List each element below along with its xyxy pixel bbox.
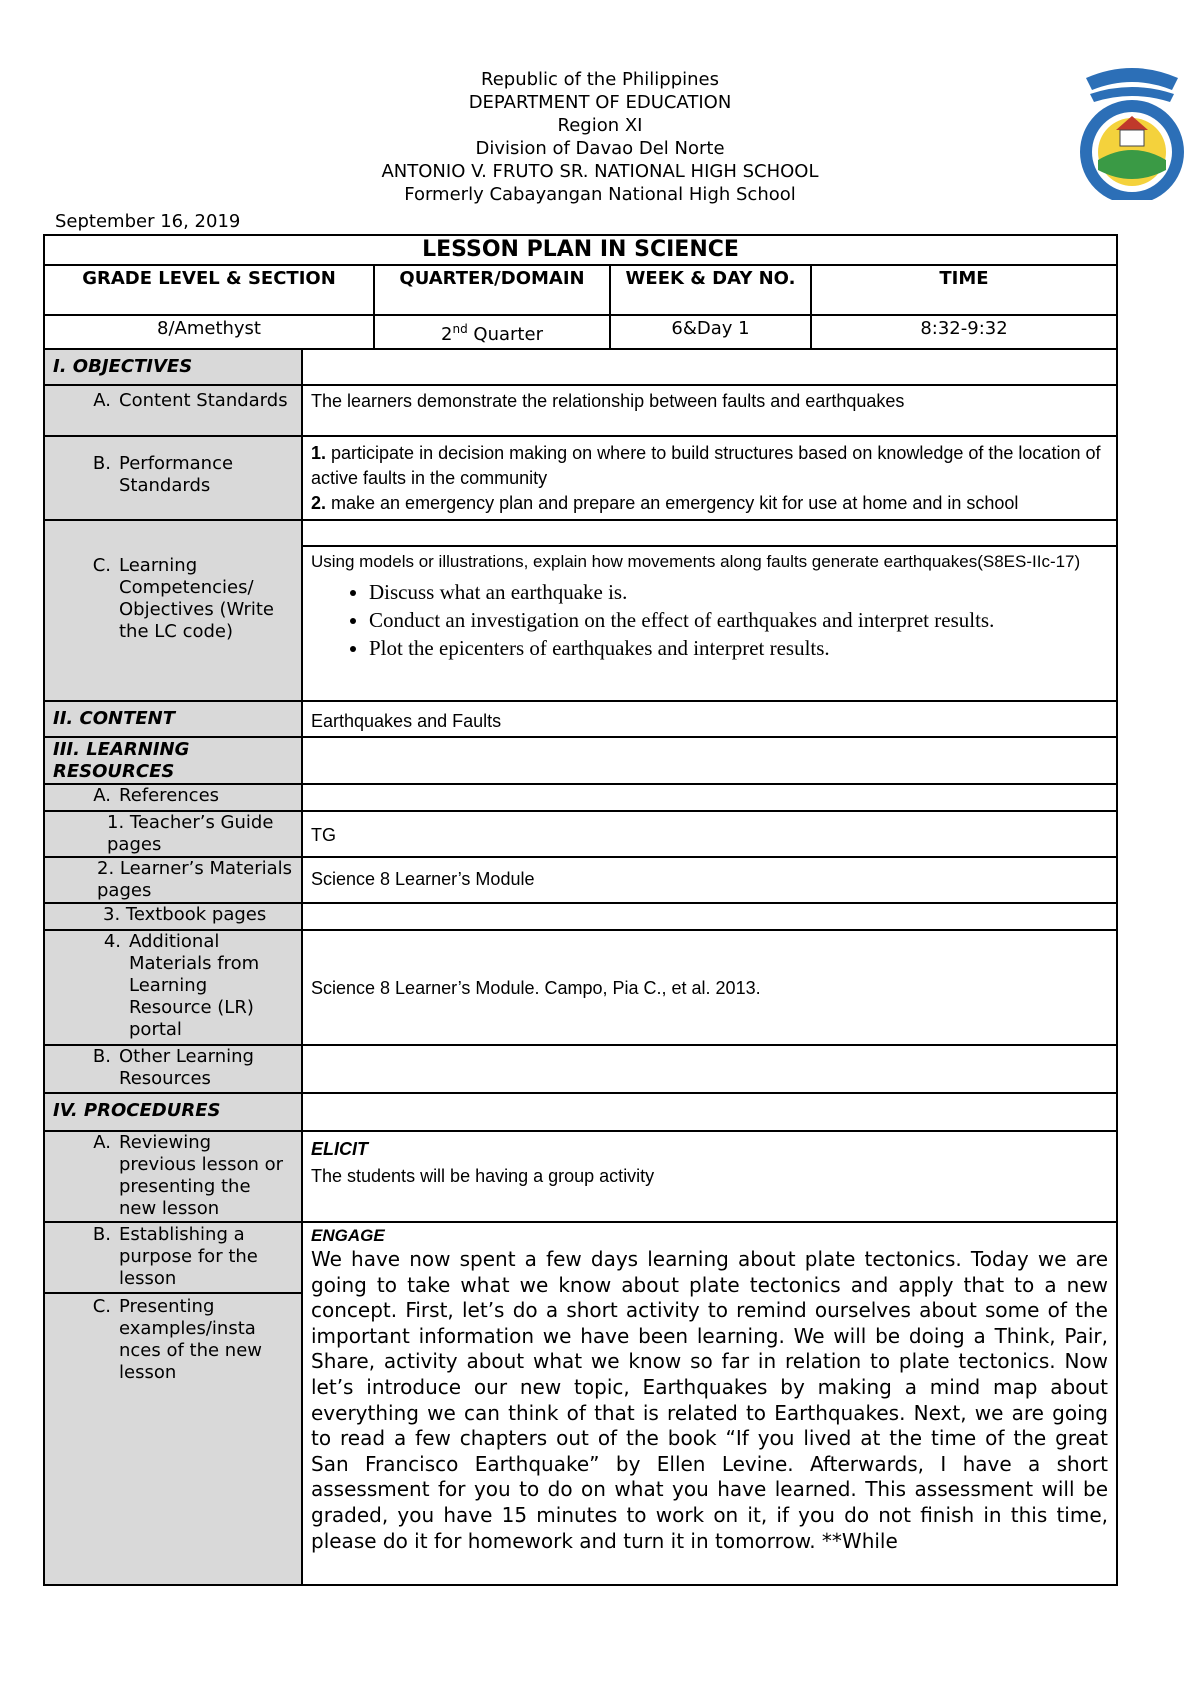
performance-standards-text: 1. participate in decision making on where to build structures based on knowledge of the location of active faults in the community 2. make an emergency plan and prepare an emergency kit for use at home and in school bbox=[302, 436, 1117, 520]
resources-empty bbox=[302, 737, 1117, 784]
grade-value: 8/Amethyst bbox=[44, 315, 374, 349]
establishing-purpose-label: B. Establishing a purpose for the lesson bbox=[92, 1224, 258, 1289]
section-procedures: IV. PROCEDURES bbox=[44, 1093, 302, 1131]
lesson-info-table bbox=[43, 234, 1118, 350]
teachers-guide-label: 1. Teacher’s Guide pages bbox=[44, 811, 302, 857]
learning-competencies-cell bbox=[302, 520, 1117, 701]
time-value: 8:32-9:32 bbox=[811, 315, 1117, 349]
header-line-division: Division of Davao Del Norte bbox=[475, 138, 725, 159]
header-line-formerly: Formerly Cabayangan National High School bbox=[404, 184, 796, 205]
school-header bbox=[0, 68, 1200, 206]
purpose-and-examples-label bbox=[44, 1222, 302, 1585]
other-resources-label: B. Other Learning Resources bbox=[44, 1045, 302, 1093]
header-line-region: Region XI bbox=[557, 115, 643, 136]
school-seal-icon bbox=[1076, 60, 1188, 200]
header-grade: GRADE LEVEL & SECTION bbox=[44, 265, 374, 315]
list-item: • Plot the epicenters of earthquakes and interpret results. bbox=[369, 634, 1116, 662]
section-learning-resources: III. LEARNING RESOURCES bbox=[44, 737, 302, 784]
week-value: 6&Day 1 bbox=[610, 315, 811, 349]
objectives-list bbox=[303, 578, 1116, 662]
quarter-value: 2nd Quarter bbox=[374, 315, 610, 349]
header-quarter: QUARTER/DOMAIN bbox=[374, 265, 610, 315]
list-item: • Conduct an investigation on the effect of earthquakes and interpret results. bbox=[369, 606, 1116, 634]
header-line-deped: DEPARTMENT OF EDUCATION bbox=[468, 92, 732, 113]
lesson-date: September 16, 2019 bbox=[55, 211, 241, 232]
reviewing-lesson-label: A. Reviewing previous lesson or presenting the new lesson bbox=[44, 1131, 302, 1222]
content-standards-label: A. Content Standards bbox=[44, 385, 302, 436]
header-week: WEEK & DAY NO. bbox=[610, 265, 811, 315]
section-content: II. CONTENT bbox=[44, 701, 302, 737]
header-time: TIME bbox=[811, 265, 1117, 315]
performance-standards-label: B. Performance Standards bbox=[44, 436, 302, 520]
section-objectives: I. OBJECTIVES bbox=[44, 349, 302, 385]
additional-materials-value: Science 8 Learner’s Module. Campo, Pia C., et al. 2013. bbox=[302, 930, 1117, 1045]
engage-text: We have now spent a few days learning about plate tectonics. Today we are going to take what we know about plate tectonics and apply that to a new concept. First, let’s do a short activity to remind ourselves about some of the important information we have been learning. We will be doing a Think, Pair, Share, activity about what we know so far in relation to plate tectonics. Now let’s introduce our new topic, Earthquakes by making a mind map about everything we can think of that is related to Earthquakes. Next, we are going to read a few chapters out of the book “If you lived at the time of the great San Francisco Earthquake” by Ellen Levine. Afterwards, I have a short assessment for you to do on what you have learned. This assessment will be graded, you have 15 minutes to work on it, if you do not finish in this time, please do it for homework and turn it in tomorrow. **While bbox=[311, 1247, 1108, 1553]
learners-materials-label: 2. Learner’s Materials pages bbox=[44, 857, 302, 903]
lc-code: (S8ES-IIc-17) bbox=[977, 552, 1081, 571]
list-item: • Discuss what an earthquake is. bbox=[369, 578, 1116, 606]
lesson-body-table bbox=[43, 348, 1118, 1586]
textbook-pages-label: 3. Textbook pages bbox=[44, 903, 302, 930]
teachers-guide-value: TG bbox=[302, 811, 1117, 857]
references-empty bbox=[302, 784, 1117, 811]
learners-materials-value: Science 8 Learner’s Module bbox=[302, 857, 1117, 903]
additional-materials-label: 4. Additional Materials from Learning Resource (LR) portal bbox=[44, 930, 302, 1045]
textbook-pages-empty bbox=[302, 903, 1117, 930]
content-text: Earthquakes and Faults bbox=[302, 701, 1117, 737]
elicit-text: The students will be having a group activity bbox=[311, 1166, 655, 1186]
elicit-heading: ELICIT bbox=[311, 1139, 368, 1159]
header-line-republic: Republic of the Philippines bbox=[481, 69, 719, 90]
presenting-examples-label: C. Presenting examples/insta nces of the new lesson bbox=[92, 1296, 263, 1383]
references-label: A. References bbox=[44, 784, 302, 811]
objectives-empty bbox=[302, 349, 1117, 385]
procedures-empty bbox=[302, 1093, 1117, 1131]
elicit-cell bbox=[302, 1131, 1117, 1222]
engage-heading: ENGAGE bbox=[311, 1226, 385, 1245]
header-line-school: ANTONIO V. FRUTO SR. NATIONAL HIGH SCHOOL bbox=[381, 161, 819, 182]
engage-cell bbox=[302, 1222, 1117, 1585]
other-resources-empty bbox=[302, 1045, 1117, 1093]
page-title: LESSON PLAN IN SCIENCE bbox=[44, 235, 1117, 265]
learning-competencies-label: C. Learning Competencies/ Objectives (Write the LC code) bbox=[44, 520, 302, 701]
content-standards-text: The learners demonstrate the relationship between faults and earthquakes bbox=[302, 385, 1117, 436]
lc-text: Using models or illustrations, explain how movements along faults generate earthquakes bbox=[311, 552, 978, 571]
